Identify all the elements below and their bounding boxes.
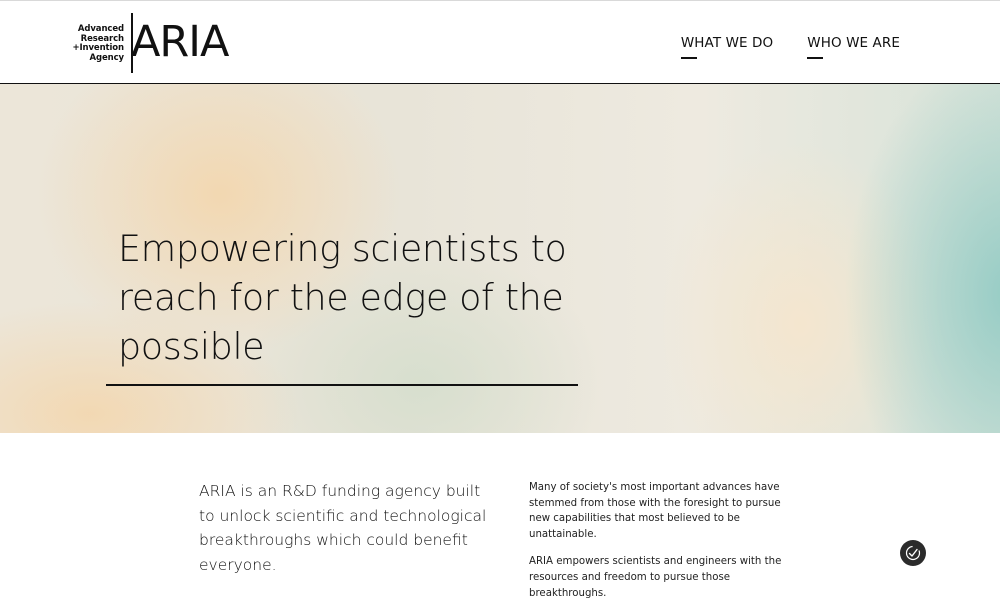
intro-paragraph: Many of society's most important advances have stemmed from those with the foresight to pursue new capabilities that most believed to be unattainable. bbox=[529, 482, 781, 540]
intro-paragraph: ARIA empowers scientists and engineers with the resources and freedom to pursue those breakthroughs. bbox=[529, 556, 782, 599]
nav-who-we-are[interactable] bbox=[807, 35, 900, 51]
logo-tagline-line: Research bbox=[80, 33, 124, 44]
intro-body bbox=[529, 480, 804, 613]
hero-title: Empowering scientists to reach for the edge of the possible bbox=[118, 227, 567, 368]
site-header bbox=[0, 0, 1000, 84]
logo-tagline-line: Advanced bbox=[77, 24, 124, 34]
aria-logo[interactable] bbox=[72, 13, 242, 73]
hero-divider bbox=[106, 384, 578, 386]
logo-tagline-line: Agency bbox=[89, 52, 124, 63]
hero-banner bbox=[0, 84, 1000, 433]
logo-tagline bbox=[64, 25, 124, 63]
accessibility-button[interactable] bbox=[900, 540, 926, 566]
logo-tagline-line: +Invention bbox=[72, 43, 124, 54]
main-nav bbox=[681, 35, 900, 51]
logo-wordmark: ARIA bbox=[131, 17, 229, 67]
nav-label: WHAT WE DO bbox=[680, 35, 774, 51]
nav-underline bbox=[681, 57, 697, 59]
nav-underline bbox=[807, 57, 823, 59]
intro-lead: ARIA is an R&D funding agency built to unlock scientific and technological breakthroughs which could benefit everyone. bbox=[199, 482, 487, 574]
nav-what-we-do[interactable] bbox=[681, 35, 773, 51]
nav-label: WHO WE ARE bbox=[807, 35, 900, 51]
accessibility-icon bbox=[904, 544, 922, 562]
